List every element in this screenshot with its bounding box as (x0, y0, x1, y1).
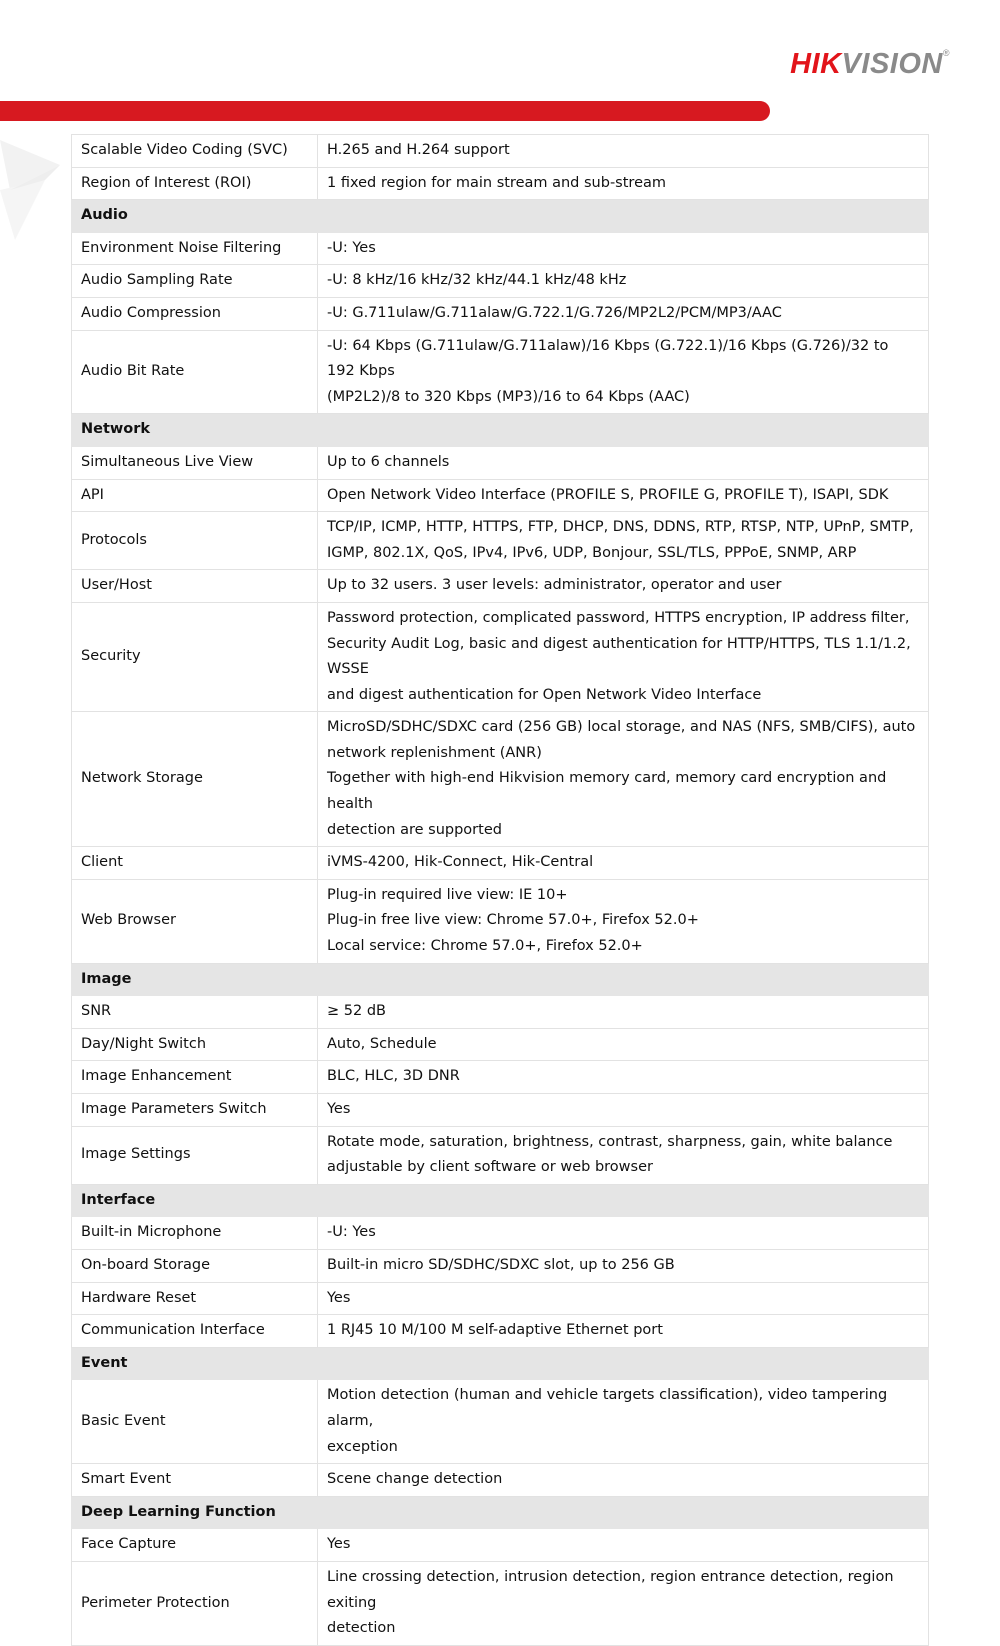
spec-value (318, 512, 929, 570)
spec-value-line: network replenishment (ANR) (327, 744, 542, 761)
section-header-row (72, 963, 929, 996)
spec-row (72, 1561, 929, 1645)
spec-value-line: MicroSD/SDHC/SDXC card (256 GB) local storage, and NAS (NFS, SMB/CIFS), auto (327, 719, 916, 736)
spec-row (72, 879, 929, 963)
spec-value (318, 712, 929, 847)
spec-value (318, 1380, 929, 1464)
registered-mark: ® (942, 48, 950, 58)
spec-label: Image Parameters Switch (72, 1094, 318, 1127)
spec-value: Up to 32 users. 3 user levels: administrator, operator and user (318, 570, 929, 603)
spec-row (72, 297, 929, 330)
spec-label: Communication Interface (72, 1315, 318, 1348)
spec-label: Scalable Video Coding (SVC) (72, 135, 318, 168)
spec-value (318, 1561, 929, 1645)
spec-label: Hardware Reset (72, 1282, 318, 1315)
spec-value: iVMS-4200, Hik-Connect, Hik-Central (318, 847, 929, 880)
logo-grey-part: VISION (841, 48, 943, 80)
spec-value-line: Plug-in required live view: IE 10+ (327, 886, 568, 903)
spec-value: Auto, Schedule (318, 1028, 929, 1061)
spec-value (318, 602, 929, 711)
section-header-row (72, 1496, 929, 1529)
spec-row (72, 602, 929, 711)
spec-value (318, 1126, 929, 1184)
spec-row (72, 1380, 929, 1464)
spec-label: Day/Night Switch (72, 1028, 318, 1061)
section-title: Image (72, 963, 929, 996)
spec-value: Up to 6 channels (318, 446, 929, 479)
spec-label: Network Storage (72, 712, 318, 847)
spec-label: Built-in Microphone (72, 1217, 318, 1250)
spec-row (72, 512, 929, 570)
spec-value: H.265 and H.264 support (318, 135, 929, 168)
spec-value-line: Local service: Chrome 57.0+, Firefox 52.0+ (327, 938, 643, 955)
spec-value: Built-in micro SD/SDHC/SDXC slot, up to 256 GB (318, 1249, 929, 1282)
spec-value-line: Security Audit Log, basic and digest authentication for HTTP/HTTPS, TLS 1.1/1.2, WSSE (327, 635, 911, 678)
spec-value-line: Line crossing detection, intrusion detection, region entrance detection, region exiting (327, 1568, 894, 1611)
spec-row (72, 330, 929, 414)
spec-value-line: Together with high-end Hikvision memory card, memory card encryption and health (327, 770, 887, 813)
header-red-bar (0, 101, 770, 121)
spec-value-line: IGMP, 802.1X, QoS, IPv4, IPv6, UDP, Bonjour, SSL/TLS, PPPoE, SNMP, ARP (327, 544, 857, 561)
section-title: Deep Learning Function (72, 1496, 929, 1529)
spec-row (72, 847, 929, 880)
spec-row (72, 1217, 929, 1250)
spec-table (71, 134, 929, 1646)
spec-value-line: Motion detection (human and vehicle targets classification), video tampering alarm, (327, 1387, 888, 1429)
spec-label: On-board Storage (72, 1249, 318, 1282)
spec-value (318, 879, 929, 963)
spec-value: -U: Yes (318, 1217, 929, 1250)
hikvision-logo (790, 48, 950, 81)
spec-row (72, 265, 929, 298)
spec-value-line: TCP/IP, ICMP, HTTP, HTTPS, FTP, DHCP, DNS, DDNS, RTP, RTSP, NTP, UPnP, SMTP, (327, 519, 914, 536)
spec-value-line: -U: 64 Kbps (G.711ulaw/G.711alaw)/16 Kbps (G.722.1)/16 Kbps (G.726)/32 to 192 Kbps (327, 337, 889, 380)
spec-row (72, 1094, 929, 1127)
spec-value: Scene change detection (318, 1464, 929, 1497)
spec-value: ≥ 52 dB (318, 996, 929, 1029)
spec-label: Client (72, 847, 318, 880)
logo-red-part: HIK (790, 48, 842, 80)
spec-label: User/Host (72, 570, 318, 603)
spec-row (72, 232, 929, 265)
spec-value-line: Rotate mode, saturation, brightness, contrast, sharpness, gain, white balance (327, 1133, 893, 1150)
spec-value-line: Plug-in free live view: Chrome 57.0+, Firefox 52.0+ (327, 912, 699, 929)
section-title: Interface (72, 1184, 929, 1217)
spec-label: SNR (72, 996, 318, 1029)
spec-row (72, 1249, 929, 1282)
spec-label: Audio Compression (72, 297, 318, 330)
spec-value (318, 330, 929, 414)
spec-row (72, 570, 929, 603)
spec-value: 1 fixed region for main stream and sub-stream (318, 167, 929, 200)
spec-value: Yes (318, 1529, 929, 1562)
spec-label: Basic Event (72, 1380, 318, 1464)
spec-row (72, 1529, 929, 1562)
spec-value: Yes (318, 1282, 929, 1315)
spec-label: Image Settings (72, 1126, 318, 1184)
section-title: Network (72, 414, 929, 447)
section-header-row (72, 1347, 929, 1380)
spec-label: Perimeter Protection (72, 1561, 318, 1645)
decorative-watermark (0, 120, 70, 280)
spec-row (72, 712, 929, 847)
section-header-row (72, 1184, 929, 1217)
spec-row (72, 996, 929, 1029)
spec-value-line: Password protection, complicated password, HTTPS encryption, IP address filter, (327, 609, 910, 626)
spec-value: BLC, HLC, 3D DNR (318, 1061, 929, 1094)
spec-label: API (72, 479, 318, 512)
spec-label: Protocols (72, 512, 318, 570)
spec-row (72, 1061, 929, 1094)
spec-label: Environment Noise Filtering (72, 232, 318, 265)
spec-label: Smart Event (72, 1464, 318, 1497)
spec-value: Yes (318, 1094, 929, 1127)
section-title: Event (72, 1347, 929, 1380)
spec-value: -U: G.711ulaw/G.711alaw/G.722.1/G.726/MP2L2/PCM/MP3/AAC (318, 297, 929, 330)
spec-row (72, 167, 929, 200)
spec-value: Open Network Video Interface (PROFILE S, PROFILE G, PROFILE T), ISAPI, SDK (318, 479, 929, 512)
spec-label: Audio Sampling Rate (72, 265, 318, 298)
spec-row (72, 1282, 929, 1315)
spec-label: Simultaneous Live View (72, 446, 318, 479)
spec-label: Image Enhancement (72, 1061, 318, 1094)
section-header-row (72, 200, 929, 233)
spec-label: Audio Bit Rate (72, 330, 318, 414)
section-header-row (72, 414, 929, 447)
spec-row (72, 446, 929, 479)
spec-value-line: adjustable by client software or web browser (327, 1159, 653, 1176)
spec-row (72, 135, 929, 168)
spec-row (72, 1315, 929, 1348)
section-title: Audio (72, 200, 929, 233)
spec-value: -U: 8 kHz/16 kHz/32 kHz/44.1 kHz/48 kHz (318, 265, 929, 298)
spec-value-line: exception (327, 1438, 398, 1455)
spec-label: Security (72, 602, 318, 711)
spec-value: 1 RJ45 10 M/100 M self-adaptive Ethernet port (318, 1315, 929, 1348)
spec-row (72, 479, 929, 512)
spec-row (72, 1028, 929, 1061)
spec-label: Region of Interest (ROI) (72, 167, 318, 200)
spec-table-body (72, 135, 929, 1646)
spec-value-line: detection are supported (327, 821, 502, 838)
spec-value-line: (MP2L2)/8 to 320 Kbps (MP3)/16 to 64 Kbps (AAC) (327, 388, 690, 405)
spec-row (72, 1126, 929, 1184)
spec-value: -U: Yes (318, 232, 929, 265)
spec-value-line: and digest authentication for Open Network Video Interface (327, 686, 762, 703)
spec-label: Face Capture (72, 1529, 318, 1562)
spec-label: Web Browser (72, 879, 318, 963)
spec-row (72, 1464, 929, 1497)
spec-value-line: detection (327, 1620, 396, 1637)
